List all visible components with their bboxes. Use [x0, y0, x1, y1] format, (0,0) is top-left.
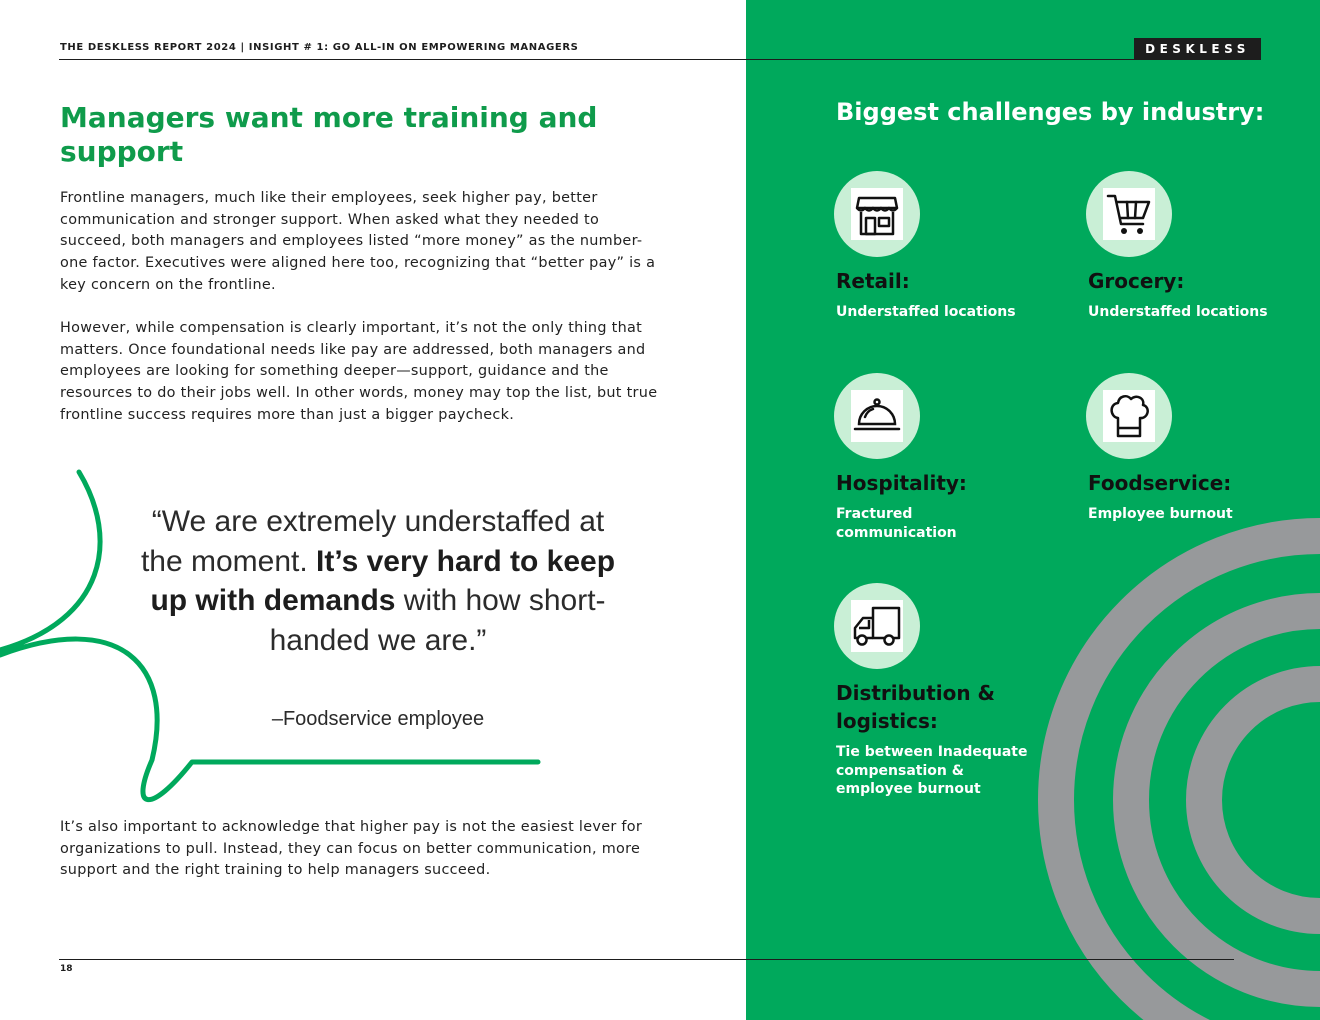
industry-name: Grocery: — [1088, 269, 1185, 293]
report-header: THE DESKLESS REPORT 2024 | INSIGHT # 1: GO ALL-IN ON EMPOWERING MANAGERS — [60, 42, 579, 53]
brand-logo: DESKLESS — [1134, 38, 1261, 60]
quote-text-end: with how short-handed we are.” — [269, 584, 606, 658]
footer-rule — [59, 959, 1234, 960]
body-paragraph: Frontline managers, much like their employees, seek higher pay, better communication and stronger support. When asked what they needed to succeed, both managers and employees listed “more money” as the number-one factor. Executives were aligned here too, recognizing that “better pay” is a key concern on the frontline. — [60, 190, 656, 293]
industry-name: Hospitality: — [836, 471, 967, 495]
quote-emphasis: It’s very hard to keep up with demands — [150, 544, 616, 618]
quote-text: “We are extremely understaffed at the moment. — [140, 505, 605, 578]
industry-name: Distribution & logistics: — [836, 681, 995, 733]
header-rule — [59, 59, 1234, 60]
storefront-icon — [851, 188, 903, 240]
body-paragraph: However, while compensation is clearly important, it’s not the only thing that matters. Once foundational needs like pay are addressed, both managers and employees are looking for something deeper—support, guidance and the resources to do their jobs well. In other words, money may top the list, but true frontline success requires more than just a bigger paycheck. — [60, 320, 658, 423]
industry-foodservice — [1086, 373, 1286, 524]
icon-badge — [834, 171, 920, 257]
page-title: Managers want more training and support — [60, 101, 598, 168]
shopping-cart-icon — [1103, 188, 1155, 240]
industry-hospitality — [834, 373, 1034, 542]
icon-badge — [1086, 373, 1172, 459]
body-paragraph: It’s also important to acknowledge that higher pay is not the easiest lever for organizations to pull. Instead, they can focus on better communication, more support and the right training to help managers succeed. — [60, 819, 643, 879]
icon-badge — [1086, 171, 1172, 257]
industry-name: Foodservice: — [1088, 471, 1232, 495]
industry-grocery — [1086, 171, 1286, 322]
food-cloche-icon — [851, 390, 903, 442]
industry-challenge: Fractured communication — [836, 506, 957, 541]
industry-challenge: Employee burnout — [1088, 506, 1233, 522]
chef-hat-icon — [1103, 390, 1155, 442]
industry-name: Retail: — [836, 269, 910, 293]
quote-attribution: –Foodservice employee — [271, 708, 485, 730]
pull-quote — [140, 502, 616, 661]
delivery-truck-icon — [851, 600, 903, 652]
industry-distribution — [834, 583, 1034, 799]
industry-challenge: Understaffed locations — [836, 304, 1016, 320]
industry-challenge: Understaffed locations — [1088, 304, 1268, 320]
page-number: 18 — [60, 964, 73, 974]
icon-badge — [834, 583, 920, 669]
industry-challenge: Tie between Inadequate compensation & employee burnout — [836, 744, 1028, 797]
icon-badge — [834, 373, 920, 459]
panel-title: Biggest challenges by industry: — [836, 98, 1265, 126]
industry-retail — [834, 171, 1034, 322]
right-panel — [746, 0, 1320, 1020]
